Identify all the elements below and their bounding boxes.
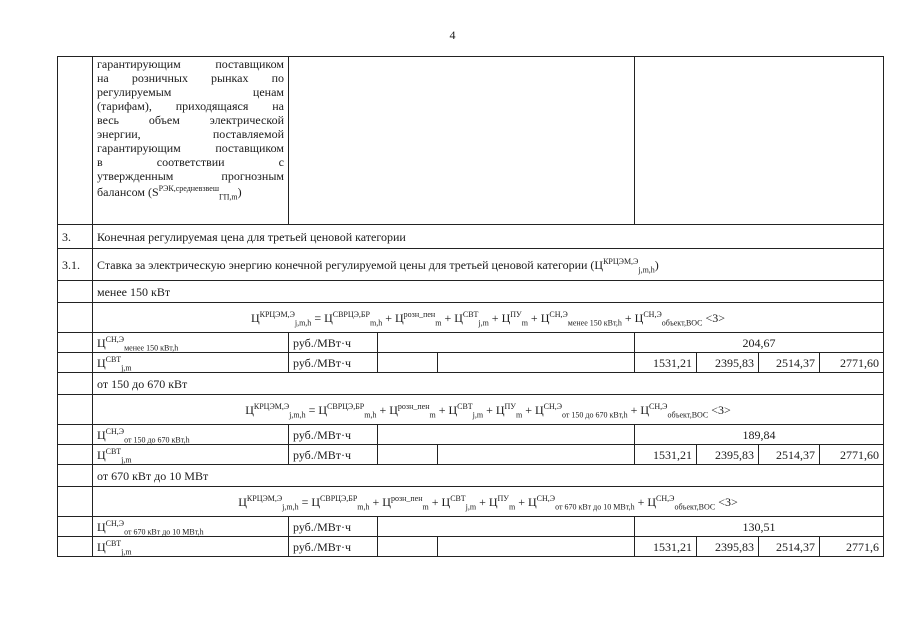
symbol-sub: от 150 до 670 кВт,h xyxy=(124,434,190,444)
group-num-cell xyxy=(58,353,93,373)
balance-close: ) xyxy=(237,185,242,199)
group-num-cell xyxy=(58,487,93,517)
group-formula-row xyxy=(58,487,884,517)
tariff-row xyxy=(58,333,884,353)
group-num-cell xyxy=(58,303,93,333)
balance-sub: ГП,m xyxy=(218,192,238,202)
tariff-blank xyxy=(378,445,438,465)
continuation-row xyxy=(58,57,884,225)
tariff-unit: руб./МВт·ч xyxy=(289,333,378,353)
continuation-empty-cell-b xyxy=(635,57,884,225)
continuation-num-cell xyxy=(58,57,93,225)
group-label-row xyxy=(58,465,884,487)
group-num-cell xyxy=(58,537,93,557)
tariff-symbol xyxy=(93,333,289,353)
symbol-sup: СВТ xyxy=(105,354,122,364)
tariff-symbol xyxy=(93,445,289,465)
tariff-value: 1531,21 xyxy=(635,353,697,373)
tariff-blank xyxy=(378,425,635,445)
group-formula: $Ц^{КРЦЭМ,Э}_{j,m,h} = Ц^{СВРЦЭ,БР}_{m,h} + Ц^{розн\_пен}_m + Ц^{СВТ}_{j,m} + Ц^{ПУ}_m + Ц^{СН,Э}_{от 670 кВт до 10 МВт,h} + Ц^{СН,Э}_{объект,ВОС} <3>$ xyxy=(93,487,884,517)
continuation-line: гарантирующим поставщиком xyxy=(97,141,284,155)
tariff-blank xyxy=(438,353,635,373)
tariff-blank xyxy=(438,445,635,465)
tariff-row xyxy=(58,537,884,557)
tariff-value: 2395,83 xyxy=(697,537,759,557)
tariff-unit: руб./МВт·ч xyxy=(289,425,378,445)
tariff-row xyxy=(58,425,884,445)
tariff-symbol xyxy=(93,425,289,445)
symbol-sup: СВТ xyxy=(105,538,122,548)
symbol-sup: СН,Э xyxy=(105,518,125,528)
tariff-value: 2514,37 xyxy=(759,537,820,557)
tariff-row xyxy=(58,353,884,373)
tariff-table xyxy=(57,56,884,557)
symbol-base: Ц xyxy=(97,355,106,370)
symbol-base: Ц xyxy=(97,427,106,442)
section-31-row xyxy=(58,249,884,281)
tariff-row xyxy=(58,445,884,465)
tariff-unit: руб./МВт·ч xyxy=(289,517,378,537)
continuation-line: утвержденным прогнозным xyxy=(97,169,284,183)
symbol-sub: менее 150 кВт,h xyxy=(124,342,179,352)
group-formula: $Ц^{КРЦЭМ,Э}_{j,m,h} = Ц^{СВРЦЭ,БР}_{m,h} + Ц^{розн\_пен}_m + Ц^{СВТ}_{j,m} + Ц^{ПУ}_m + Ц^{СН,Э}_{менее 150 кВт,h} + Ц^{СН,Э}_{объект,ВОС} <3>$ xyxy=(93,303,884,333)
tariff-value: 2771,60 xyxy=(820,353,884,373)
continuation-line: на розничных рынках по xyxy=(97,71,284,85)
tariff-unit: руб./МВт·ч xyxy=(289,445,378,465)
group-num-cell xyxy=(58,373,93,395)
group-label-row xyxy=(58,373,884,395)
group-num-cell xyxy=(58,425,93,445)
continuation-line: весь объем электрической xyxy=(97,113,284,127)
tariff-single-value: 204,67 xyxy=(635,333,884,353)
tariff-value: 2395,83 xyxy=(697,353,759,373)
continuation-text-cell xyxy=(93,57,289,225)
continuation-line: энергии, поставляемой xyxy=(97,127,284,141)
group-formula: $Ц^{КРЦЭМ,Э}_{j,m,h} = Ц^{СВРЦЭ,БР}_{m,h} + Ц^{розн\_пен}_m + Ц^{СВТ}_{j,m} + Ц^{ПУ}_m + Ц^{СН,Э}_{от 150 до 670 кВт,h} + Ц^{СН,Э}_{объект,ВОС} <3>$ xyxy=(93,395,884,425)
group-label: от 670 кВт до 10 МВт xyxy=(93,465,884,487)
group-num-cell xyxy=(58,281,93,303)
group-num-cell xyxy=(58,333,93,353)
continuation-line: (тарифам), приходящаяся на xyxy=(97,99,284,113)
symbol-sup: СН,Э xyxy=(105,426,125,436)
tariff-blank xyxy=(378,517,635,537)
section-31-sup: КРЦЭМ,Э xyxy=(603,256,639,266)
symbol-sub: j,m xyxy=(121,362,132,372)
tariff-row xyxy=(58,517,884,537)
tariff-value: 2771,6 xyxy=(820,537,884,557)
symbol-base: Ц xyxy=(97,447,106,462)
symbol-sup: СН,Э xyxy=(105,334,125,344)
continuation-empty-cell-a xyxy=(289,57,635,225)
group-label: менее 150 кВт xyxy=(93,281,884,303)
symbol-sub: j,m xyxy=(121,454,132,464)
tariff-value: 2395,83 xyxy=(697,445,759,465)
tariff-blank xyxy=(438,537,635,557)
tariff-symbol xyxy=(93,353,289,373)
tariff-blank xyxy=(378,333,635,353)
section-31-close: ) xyxy=(654,257,659,272)
section-31-title-cell xyxy=(93,249,884,281)
tariff-value: 2514,37 xyxy=(759,353,820,373)
group-formula-row xyxy=(58,303,884,333)
balance-sup: РЭК,средневзвеш xyxy=(158,184,219,193)
tariff-value: 2771,60 xyxy=(820,445,884,465)
continuation-line: в соответствии с xyxy=(97,155,284,169)
symbol-sub: j,m xyxy=(121,546,132,556)
continuation-line: гарантирующим поставщиком xyxy=(97,57,284,71)
symbol-sub: от 670 кВт до 10 МВт,h xyxy=(124,526,204,536)
section-31-sub: j,m,h xyxy=(638,264,655,274)
balance-line xyxy=(97,184,284,202)
group-num-cell xyxy=(58,445,93,465)
group-formula-row xyxy=(58,395,884,425)
page-number: 4 xyxy=(449,28,456,42)
section-3-num: 3. xyxy=(58,225,93,249)
group-num-cell xyxy=(58,517,93,537)
section-31-title: Ставка за электрическую энергию конечной регулируемой цены для третьей ценовой категории (Ц xyxy=(97,257,604,272)
tariff-value: 1531,21 xyxy=(635,445,697,465)
tariff-unit: руб./МВт·ч xyxy=(289,537,378,557)
tariff-value: 1531,21 xyxy=(635,537,697,557)
group-label: от 150 до 670 кВт xyxy=(93,373,884,395)
symbol-sup: СВТ xyxy=(105,446,122,456)
tariff-single-value: 130,51 xyxy=(635,517,884,537)
section-31-num: 3.1. xyxy=(58,249,93,281)
group-num-cell xyxy=(58,465,93,487)
group-label-row xyxy=(58,281,884,303)
tariff-single-value: 189,84 xyxy=(635,425,884,445)
section-3-row xyxy=(58,225,884,249)
symbol-base: Ц xyxy=(97,519,106,534)
tariff-symbol xyxy=(93,517,289,537)
group-num-cell xyxy=(58,395,93,425)
tariff-symbol xyxy=(93,537,289,557)
tariff-value: 2514,37 xyxy=(759,445,820,465)
symbol-base: Ц xyxy=(97,539,106,554)
continuation-line: регулируемым ценам xyxy=(97,85,284,99)
symbol-base: Ц xyxy=(97,335,106,350)
tariff-blank xyxy=(378,537,438,557)
tariff-blank xyxy=(378,353,438,373)
section-3-title: Конечная регулируемая цена для третьей ценовой категории xyxy=(93,225,884,249)
balance-prefix: балансом (S xyxy=(97,185,159,199)
tariff-unit: руб./МВт·ч xyxy=(289,353,378,373)
